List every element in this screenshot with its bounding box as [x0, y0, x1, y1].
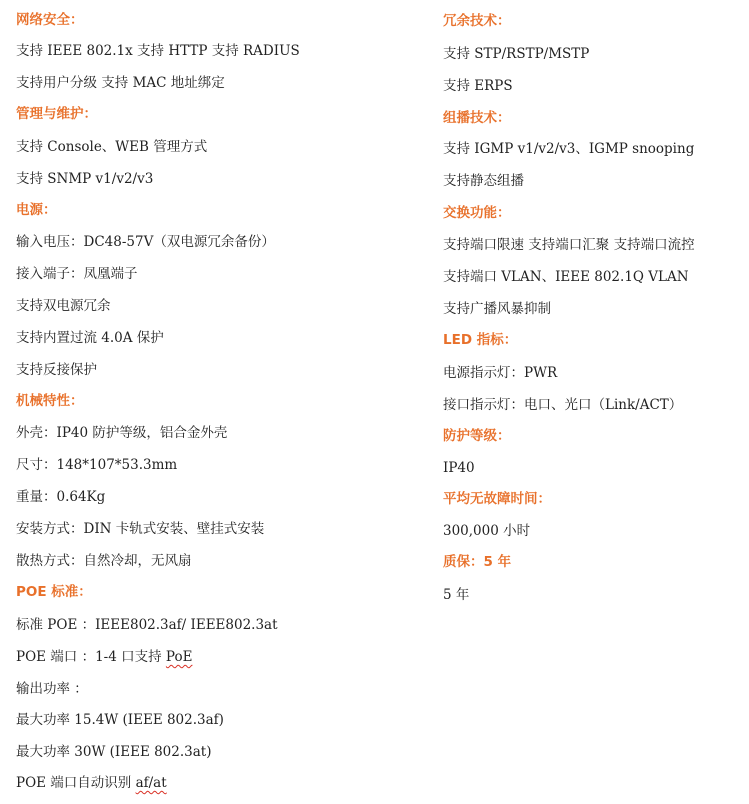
mechanical-item: 外壳：IP40 防护等级，铝合金外壳 [16, 425, 228, 441]
management-item: 支持 Console、WEB 管理方式 [16, 139, 208, 155]
poe-item: 标准 POE ：IEEE802.3af/ IEEE802.3at [16, 617, 278, 633]
mtbf-heading: 平均无故障时间： [443, 491, 551, 507]
power-heading: 电源： [16, 202, 57, 218]
led-item: 电源指示灯：PWR [443, 365, 558, 381]
mtbf-item: 300,000 小时 [443, 523, 531, 539]
mechanical-heading: 机械特性： [16, 393, 84, 409]
redundancy-heading: 冗余技术： [443, 13, 511, 29]
redundancy-item: 支持 ERPS [443, 78, 513, 94]
management-item: 支持 SNMP v1/v2/v3 [16, 171, 154, 187]
mechanical-item: 重量：0.64Kg [16, 489, 106, 505]
mechanical-item: 尺寸：148*107*53.3mm [16, 457, 178, 473]
poe-item: 最大功率 30W (IEEE 802.3at) [16, 744, 212, 760]
mechanical-item: 散热方式：自然冷却，无风扇 [16, 553, 192, 569]
power-item: 支持内置过流 4.0A 保护 [16, 330, 164, 346]
multicast-item: 支持 IGMP v1/v2/v3、IGMP snooping [443, 141, 695, 157]
power-item: 输入电压：DC48-57V（双电源冗余备份） [16, 234, 275, 250]
multicast-heading: 组播技术： [443, 110, 511, 126]
warranty-heading: 质保：5 年 [443, 554, 512, 570]
mechanical-item: 安装方式：DIN 卡轨式安装、壁挂式安装 [16, 521, 265, 537]
led-heading: LED 指标： [443, 332, 518, 348]
multicast-item: 支持静态组播 [443, 173, 524, 189]
poe-item: 输出功率 ： [16, 681, 88, 697]
power-item: 支持双电源冗余 [16, 298, 111, 314]
power-item: 接入端子：凤凰端子 [16, 266, 138, 282]
network-security-item: 支持 IEEE 802.1x 支持 HTTP 支持 RADIUS [16, 43, 300, 59]
protection-item: IP40 [443, 460, 475, 476]
management-heading: 管理与维护： [16, 106, 97, 122]
protection-heading: 防护等级： [443, 428, 511, 444]
warranty-item: 5 年 [443, 587, 470, 603]
network-security-item: 支持用户分级 支持 MAC 地址绑定 [16, 75, 225, 91]
poe-item: POE 端口自动识别 af/at [16, 775, 167, 791]
poe-item: 最大功率 15.4W (IEEE 802.3af) [16, 712, 224, 728]
poe-heading: POE 标准： [16, 584, 92, 600]
switching-item: 支持端口 VLAN、IEEE 802.1Q VLAN [443, 269, 689, 285]
switching-item: 支持广播风暴抑制 [443, 301, 551, 317]
network-security-heading: 网络安全： [16, 12, 84, 28]
switching-heading: 交换功能： [443, 205, 511, 221]
poe-auto-detect-text: af/at [135, 775, 167, 791]
switching-item: 支持端口限速 支持端口汇聚 支持端口流控 [443, 237, 695, 253]
poe-item: POE 端口 ：1-4 口支持 PoE [16, 649, 193, 665]
poe-port-support-text: PoE [165, 649, 193, 665]
redundancy-item: 支持 STP/RSTP/MSTP [443, 46, 590, 62]
led-item: 接口指示灯：电口、光口（Link/ACT） [443, 397, 683, 413]
power-item: 支持反接保护 [16, 362, 97, 378]
